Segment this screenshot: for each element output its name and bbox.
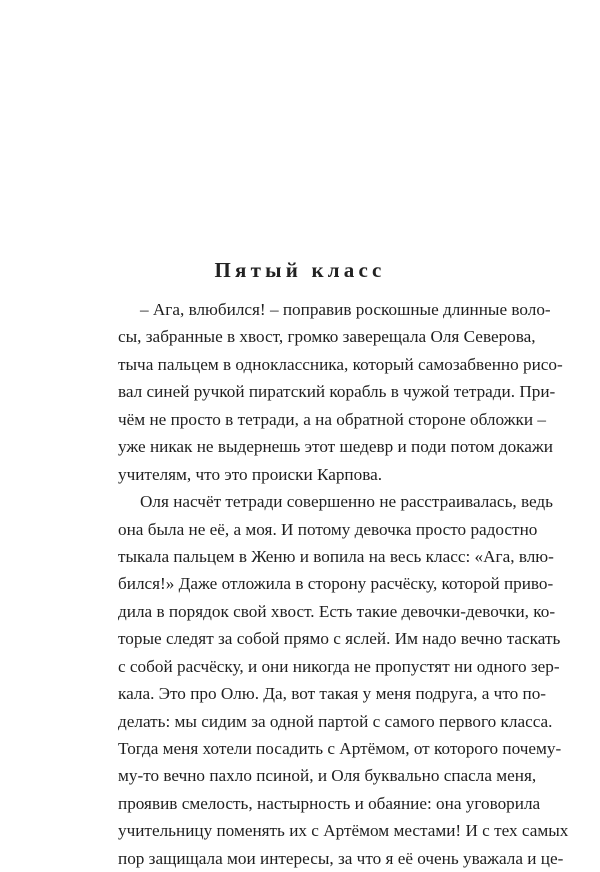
text-line: тыкала пальцем в Женю и вопила на весь класс: «Ага, влю- <box>118 546 554 566</box>
text-line: делать: мы сидим за одной партой с самого первого класса. <box>118 711 553 731</box>
text-line: она была не её, а моя. И потому девочка просто радостно <box>118 519 538 539</box>
text-line: – Ага, влюбился! – поправив роскошные длинные воло- <box>140 300 551 319</box>
text-line: Оля насчёт тетради совершенно не расстраивалась, ведь <box>140 492 553 512</box>
text-line: му-то вечно пахло псиной, и Оля буквально спасла меня, <box>118 766 537 786</box>
text-line: кала. Это про Олю. Да, вот такая у меня подруга, а что по- <box>118 684 547 704</box>
text-line: вал синей ручкой пиратский корабль в чужой тетради. При- <box>118 382 556 402</box>
text-line: бился!» Даже отложила в сторону расчёску, которой приво- <box>118 574 554 594</box>
text-line: чём не просто в тетради, а на обратной стороне обложки – <box>118 409 546 429</box>
text-line: Тогда меня хотели посадить с Артёмом, от которого почему- <box>118 739 562 758</box>
text-line: учителям, что это происки Карпова. <box>118 464 383 484</box>
text-line: уже никак не выдернешь этот шедевр и поди потом докажи <box>118 437 553 457</box>
chapter-title: Пятый класс <box>214 258 386 282</box>
body-text <box>118 296 569 872</box>
text-line: проявив смелость, настырность и обаяние: она уговорила <box>118 793 541 813</box>
text-line: пор защищала мои интересы, за что я её очень уважала и це- <box>118 848 564 868</box>
text-line: сы, забранные в хвост, громко заверещала Оля Северова, <box>118 327 536 347</box>
text-line: дила в порядок свой хвост. Есть такие девочки-девочки, ко- <box>118 601 556 621</box>
text-line: учительницу поменять их с Артёмом местами! И с тех самых <box>118 821 569 841</box>
text-line: торые следят за собой прямо с яслей. Им надо вечно таскать <box>118 629 561 649</box>
text-line: тыча пальцем в одноклассника, который самозабвенно рисо- <box>118 354 563 374</box>
text-line: с собой расчёску, и они никогда не пропустят ни одного зер- <box>118 656 560 676</box>
